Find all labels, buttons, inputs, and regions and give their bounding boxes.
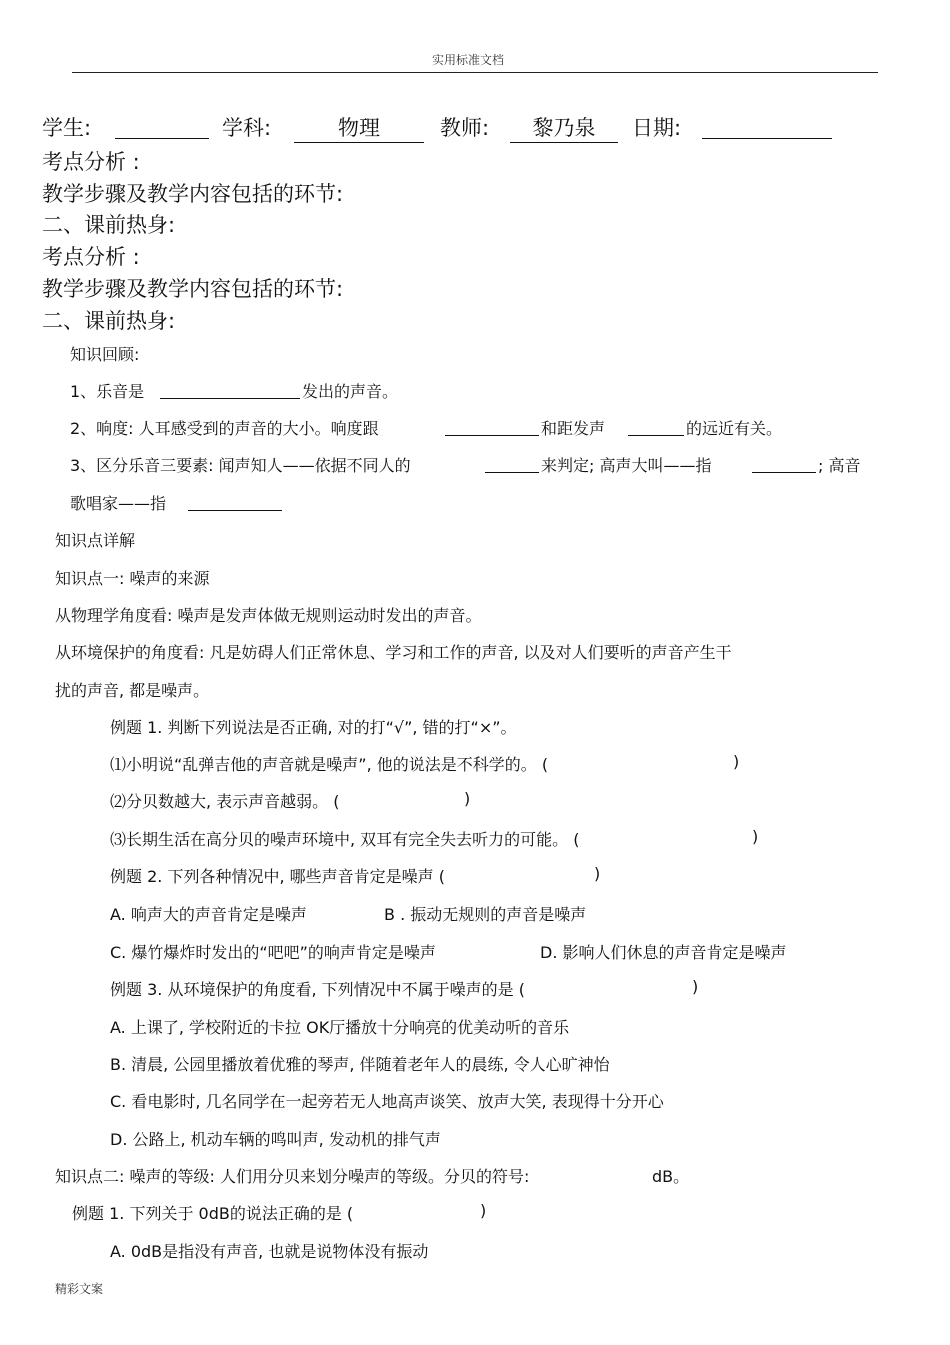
teacher-value: 黎乃泉 — [510, 112, 618, 143]
subject-value: 物理 — [294, 112, 424, 143]
environment-definition: 扰的声音, 都是噪声。 — [55, 681, 210, 700]
example-3-title: 例题 3. 从环境保护的角度看, 下列情况中不属于噪声的是 ( — [110, 980, 525, 999]
example-1-title: 例题 1. 判断下列说法是否正确, 对的打“√”, 错的打“×”。 — [110, 718, 517, 737]
knowledge-point-2: 知识点二: 噪声的等级: 人们用分贝来划分噪声的等级。分贝的符号: — [55, 1167, 530, 1186]
student-label: 学生: — [42, 116, 92, 140]
page-footer: 精彩文案 — [55, 1282, 104, 1296]
date-blank — [702, 112, 832, 139]
answer-paren-close: ) — [752, 827, 759, 846]
review-q3-text: 来判定; 高声大叫——指 — [541, 456, 712, 475]
knowledge-point-1: 知识点一: 噪声的来源 — [55, 569, 210, 588]
section-heading: 考点分析 : — [42, 150, 140, 174]
option-c: C. 看电影时, 几名同学在一起旁若无人地高声谈笑、放声大笑, 表现得十分开心 — [110, 1092, 664, 1111]
environment-definition: 从环境保护的角度看: 凡是妨碍人们正常休息、学习和工作的声音, 以及对人们要听的声音产生干 — [55, 643, 732, 662]
answer-paren-close: ) — [464, 789, 471, 808]
option-c: C. 爆竹爆炸时发出的“吧吧”的响声肯定是噪声 — [110, 943, 436, 962]
answer-paren-close: ) — [733, 752, 740, 771]
answer-paren-close: ) — [692, 977, 699, 996]
option-d: D. 公路上, 机动车辆的鸣叫声, 发动机的排气声 — [110, 1130, 441, 1149]
section-heading: 考点分析 : — [42, 245, 140, 269]
decibel-symbol: dB。 — [652, 1167, 690, 1186]
review-q3-text: 歌唱家——指 — [70, 494, 167, 513]
page-header-title: 实用标准文档 — [432, 53, 505, 67]
physics-definition: 从物理学角度看: 噪声是发声体做无规则运动时发出的声音。 — [55, 606, 482, 625]
review-q3-blank — [485, 454, 539, 473]
section-heading: 教学步骤及教学内容包括的环节: — [42, 277, 344, 301]
option-b: B . 振动无规则的声音是噪声 — [384, 905, 587, 924]
review-q3-text: ; 高音 — [818, 456, 861, 475]
option-a: A. 响声大的声音肯定是噪声 — [110, 905, 307, 924]
review-q2-blank — [445, 417, 539, 436]
review-q1-blank — [160, 380, 300, 399]
review-q1-text: 发出的声音。 — [302, 382, 399, 401]
review-q2-text: 2、响度: 人耳感受到的声音的大小。响度跟 — [70, 419, 379, 438]
option-b: B. 清晨, 公园里播放着优雅的琴声, 伴随着老年人的晨练, 令人心旷神怡 — [110, 1055, 610, 1074]
option-d: D. 影响人们休息的声音肯定是噪声 — [540, 943, 787, 962]
section-heading: 二、课前热身: — [42, 309, 176, 333]
review-q3-blank — [188, 492, 282, 511]
example-kp2-title: 例题 1. 下列关于 0dB的说法正确的是 ( — [72, 1204, 354, 1223]
section-heading: 二、课前热身: — [42, 213, 176, 237]
student-blank — [115, 112, 209, 139]
review-q2-text: 和距发声 — [541, 419, 606, 438]
review-q3-text: 3、区分乐音三要素: 闻声知人——依据不同人的 — [70, 456, 411, 475]
section-heading: 教学步骤及教学内容包括的环节: — [42, 182, 344, 206]
example-1-item: ⑶长期生活在高分贝的噪声环境中, 双耳有完全失去听力的可能。 ( — [110, 830, 580, 849]
example-2-title: 例题 2. 下列各种情况中, 哪些声音肯定是噪声 ( — [110, 867, 445, 886]
option-a: A. 上课了, 学校附近的卡拉 OK厅播放十分响亮的优美动听的音乐 — [110, 1018, 570, 1037]
example-1-item: ⑴小明说“乱弹吉他的声音就是噪声”, 他的说法是不科学的。 ( — [110, 755, 549, 774]
subject-label: 学科: — [222, 116, 272, 140]
date-label: 日期: — [632, 116, 682, 140]
answer-paren-close: ) — [594, 864, 601, 883]
teacher-label: 教师: — [440, 116, 490, 140]
review-q1-text: 1、乐音是 — [70, 382, 145, 401]
review-title: 知识回顾: — [70, 345, 140, 364]
header-rule — [72, 72, 878, 73]
review-q2-blank — [628, 417, 684, 436]
review-q3-blank — [752, 454, 816, 473]
example-1-item: ⑵分贝数越大, 表示声音越弱。 ( — [110, 792, 340, 811]
option-a: A. 0dB是指没有声音, 也就是说物体没有振动 — [110, 1242, 429, 1261]
detail-title: 知识点详解 — [55, 531, 136, 550]
review-q2-text: 的远近有关。 — [686, 419, 783, 438]
answer-paren-close: ) — [480, 1201, 487, 1220]
